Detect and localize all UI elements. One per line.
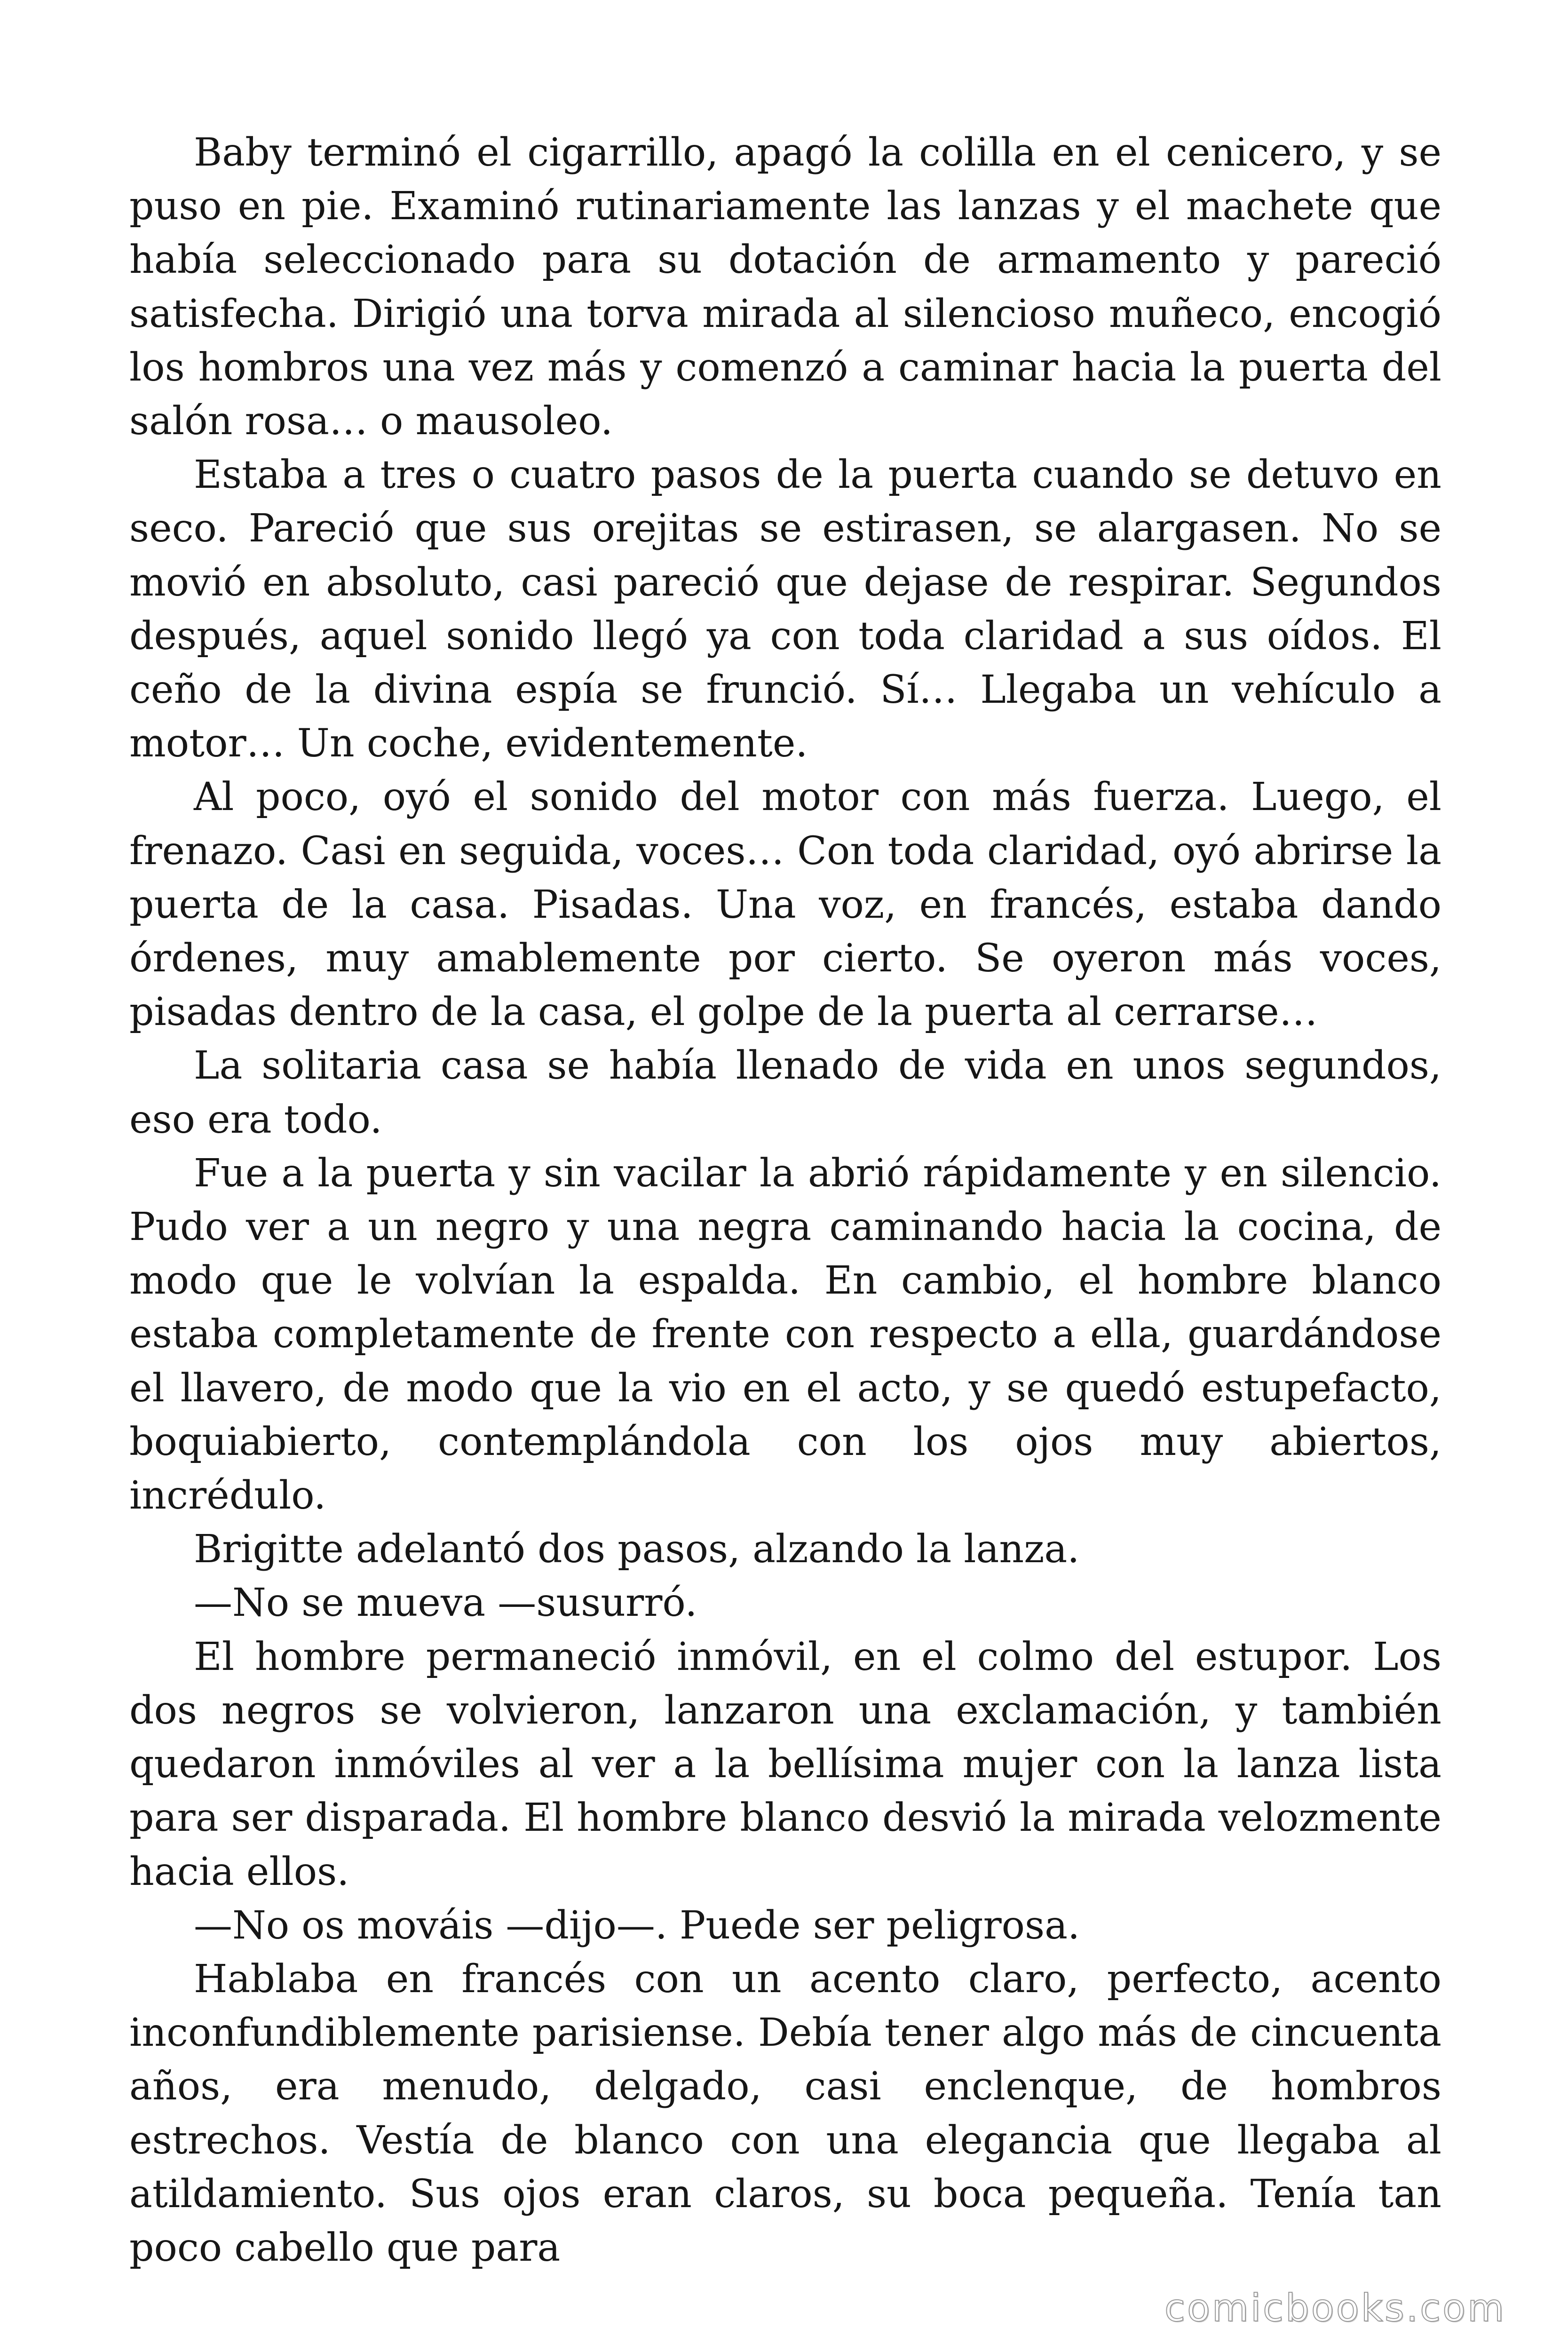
paragraph: El hombre permaneció inmóvil, en el colmo del estupor. Los dos negros se volvieron, lanzaron una exclamación, y también quedaron inmóviles al ver a la bellísima mujer con la lanza lista para ser disparada. El hombre blanco desvió la mirada velozmente hacia ellos. [129, 1634, 1441, 1894]
paragraph: Fue a la puerta y sin vacilar la abrió rápidamente y en silencio. Pudo ver a un negro y una negra caminando hacia la cocina, de modo que le volvían la espalda. En cambio, el hombre blanco estaba completamente de frente con respecto a ella, guardándose el llavero, de modo que la vio en el acto, y se quedó estupefacto, boquiabierto, contemplándola con los ojos muy abiertos, incrédulo. [129, 1151, 1441, 1518]
paragraph: Baby terminó el cigarrillo, apagó la colilla en el cenicero, y se puso en pie. Examinó rutinariamente las lanzas y el machete que había seleccionado para su dotación de armamento y pareció satisfecha. Dirigió una torva mirada al silencioso muñeco, encogió los hombros una vez más y comenzó a caminar hacia la puerta del salón rosa… o mausoleo. [129, 130, 1441, 444]
paragraph: Estaba a tres o cuatro pasos de la puerta cuando se detuvo en seco. Pareció que sus orejitas se estirasen, se alargasen. No se movió en absoluto, casi pareció que dejase de respirar. Segundos después, aquel sonido llegó ya con toda claridad a sus oídos. El ceño de la divina espía se frunció. Sí… Llegaba un vehículo a motor… Un coche, evidentemente. [129, 453, 1441, 766]
paragraph: La solitaria casa se había llenado de vida en unos segundos, eso era todo. [129, 1043, 1441, 1142]
paragraph: —No os mováis —dijo—. Puede ser peligrosa. [194, 1903, 1080, 1948]
watermark: comicbooks.com [1164, 2286, 1506, 2330]
paragraph: —No se mueva —susurró. [194, 1581, 697, 1626]
paragraph: Hablaba en francés con un acento claro, perfecto, acento inconfundiblemente parisiense. Debía tener algo más de cincuenta años, era menudo, delgado, casi enclenque, de hombros estrechos. Vestía de blanco con una elegancia que llegaba al atildamiento. Sus ojos eran claros, su boca pequeña. Tenía tan poco cabello que para [129, 1956, 1441, 2270]
paragraph: Brigitte adelantó dos pasos, alzando la lanza. [194, 1527, 1080, 1572]
paragraph: Al poco, oyó el sonido del motor con más fuerza. Luego, el frenazo. Casi en seguida, voces… Con toda claridad, oyó abrirse la puerta de la casa. Pisadas. Una voz, en francés, estaba dando órdenes, muy amablemente por cierto. Se oyeron más voces, pisadas dentro de la casa, el golpe de la puerta al cerrarse… [129, 775, 1441, 1035]
body-text [129, 126, 1441, 2275]
